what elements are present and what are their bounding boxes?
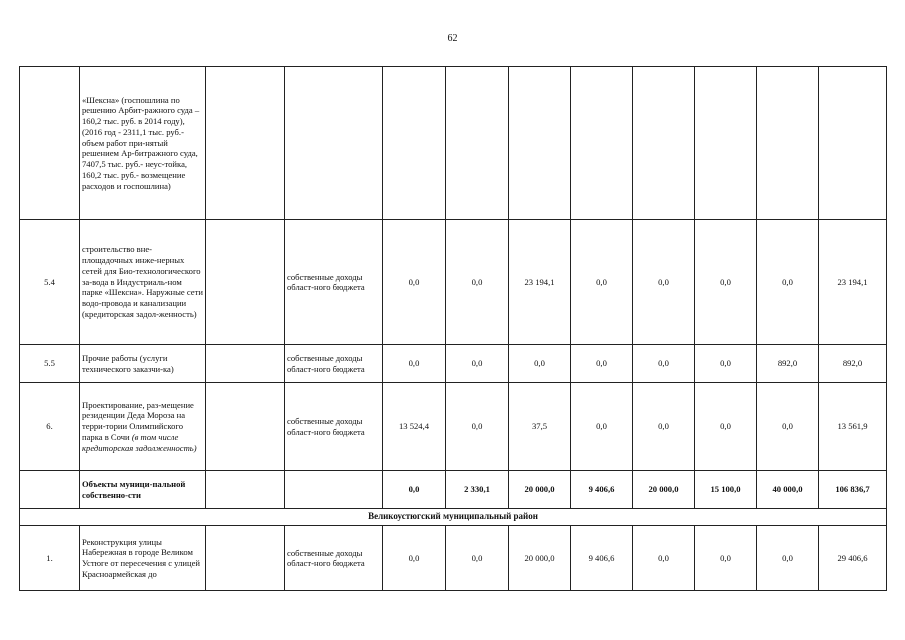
table-row bbox=[20, 383, 887, 471]
row-number: 5.5 bbox=[20, 345, 80, 383]
row-description: Реконструкция улицы Набережная в городе Великом Устюге от пересечения с улицей Красноармейская до bbox=[80, 526, 206, 591]
value-cell bbox=[757, 67, 819, 220]
value-cell bbox=[633, 67, 695, 220]
value-cell: 0,0 bbox=[633, 383, 695, 471]
value-cell: 9 406,6 bbox=[571, 471, 633, 509]
value-cell: 0,0 bbox=[633, 220, 695, 345]
value-cell: 0,0 bbox=[571, 220, 633, 345]
value-cell: 9 406,6 bbox=[571, 526, 633, 591]
row-number bbox=[20, 471, 80, 509]
funding-source: собственные доходы област-ного бюджета bbox=[285, 383, 383, 471]
row-number: 5.4 bbox=[20, 220, 80, 345]
row-description: строительство вне-площадочных инже-нерных сетей для Био-технологического за-вода в Индустриаль-ном парке «Шексна». Наружные сети водо-провода и канализации (кредиторская задол-женность) bbox=[80, 220, 206, 345]
value-cell: 2 330,1 bbox=[446, 471, 509, 509]
value-cell: 0,0 bbox=[571, 383, 633, 471]
value-cell: 37,5 bbox=[509, 383, 571, 471]
value-cell bbox=[695, 67, 757, 220]
value-cell: 0,0 bbox=[446, 220, 509, 345]
row-number bbox=[20, 67, 80, 220]
value-cell: 0,0 bbox=[383, 471, 446, 509]
value-cell: 0,0 bbox=[695, 220, 757, 345]
value-cell: 20 000,0 bbox=[633, 471, 695, 509]
table-row bbox=[20, 526, 887, 591]
value-cell: 0,0 bbox=[446, 526, 509, 591]
funding-source bbox=[285, 67, 383, 220]
value-cell: 0,0 bbox=[633, 345, 695, 383]
value-cell bbox=[446, 67, 509, 220]
row-description: Прочие работы (услуги технического заказчи-ка) bbox=[80, 345, 206, 383]
funding-source: собственные доходы област-ного бюджета bbox=[285, 220, 383, 345]
funding-source: собственные доходы област-ного бюджета bbox=[285, 345, 383, 383]
row-number: 1. bbox=[20, 526, 80, 591]
page-number: 62 bbox=[447, 33, 458, 44]
value-cell: 0,0 bbox=[446, 383, 509, 471]
value-cell: 0,0 bbox=[446, 345, 509, 383]
value-cell: 0,0 bbox=[757, 220, 819, 345]
value-cell: 23 194,1 bbox=[509, 220, 571, 345]
value-cell: 0,0 bbox=[695, 345, 757, 383]
value-cell: 0,0 bbox=[633, 526, 695, 591]
value-cell: 0,0 bbox=[383, 345, 446, 383]
value-cell: 20 000,0 bbox=[509, 471, 571, 509]
section-header-row bbox=[20, 509, 887, 526]
value-cell bbox=[509, 67, 571, 220]
value-cell: 0,0 bbox=[695, 526, 757, 591]
row-description bbox=[80, 383, 206, 471]
value-cell: 892,0 bbox=[757, 345, 819, 383]
value-cell bbox=[571, 67, 633, 220]
value-cell: 0,0 bbox=[509, 345, 571, 383]
value-cell: 13 524,4 bbox=[383, 383, 446, 471]
value-cell: 40 000,0 bbox=[757, 471, 819, 509]
value-cell: 13 561,9 bbox=[819, 383, 887, 471]
value-cell: 0,0 bbox=[383, 220, 446, 345]
section-title: Великоустюгский муниципальный район bbox=[20, 509, 887, 526]
row-description: Объекты муници-пальной собственно-сти bbox=[80, 471, 206, 509]
row-number: 6. bbox=[20, 383, 80, 471]
value-cell: 15 100,0 bbox=[695, 471, 757, 509]
value-cell: 23 194,1 bbox=[819, 220, 887, 345]
table-row bbox=[20, 67, 887, 220]
value-cell: 0,0 bbox=[757, 526, 819, 591]
table-row bbox=[20, 220, 887, 345]
value-cell: 20 000,0 bbox=[509, 526, 571, 591]
row-description-main: Проектирование, раз-мещение резиденции Деда Мороза на терри-тории Олимпийского парка в Сочи bbox=[82, 399, 194, 442]
value-cell bbox=[819, 67, 887, 220]
value-cell bbox=[383, 67, 446, 220]
value-cell: 0,0 bbox=[757, 383, 819, 471]
value-cell: 106 836,7 bbox=[819, 471, 887, 509]
table-row bbox=[20, 345, 887, 383]
value-cell: 0,0 bbox=[695, 383, 757, 471]
value-cell: 0,0 bbox=[383, 526, 446, 591]
value-cell: 29 406,6 bbox=[819, 526, 887, 591]
funding-source bbox=[285, 471, 383, 509]
row-description: «Шексна» (госпошлина по решению Арбит-ражного суда – 160,2 тыс. руб. в 2014 году), (2016 год - 2311,1 тыс. руб.- объем работ при-нятый решением Ар-битражного суда, 7407,5 тыс. руб.- неус-тойка, 160,2 тыс. руб.- возмещение расходов и госпошлина) bbox=[80, 67, 206, 220]
funding-source: собственные доходы област-ного бюджета bbox=[285, 526, 383, 591]
row-description-note: (в том числе кредиторская задолженность) bbox=[82, 431, 197, 453]
subtotal-row bbox=[20, 471, 887, 509]
value-cell: 0,0 bbox=[571, 345, 633, 383]
budget-table bbox=[19, 66, 887, 591]
value-cell: 892,0 bbox=[819, 345, 887, 383]
